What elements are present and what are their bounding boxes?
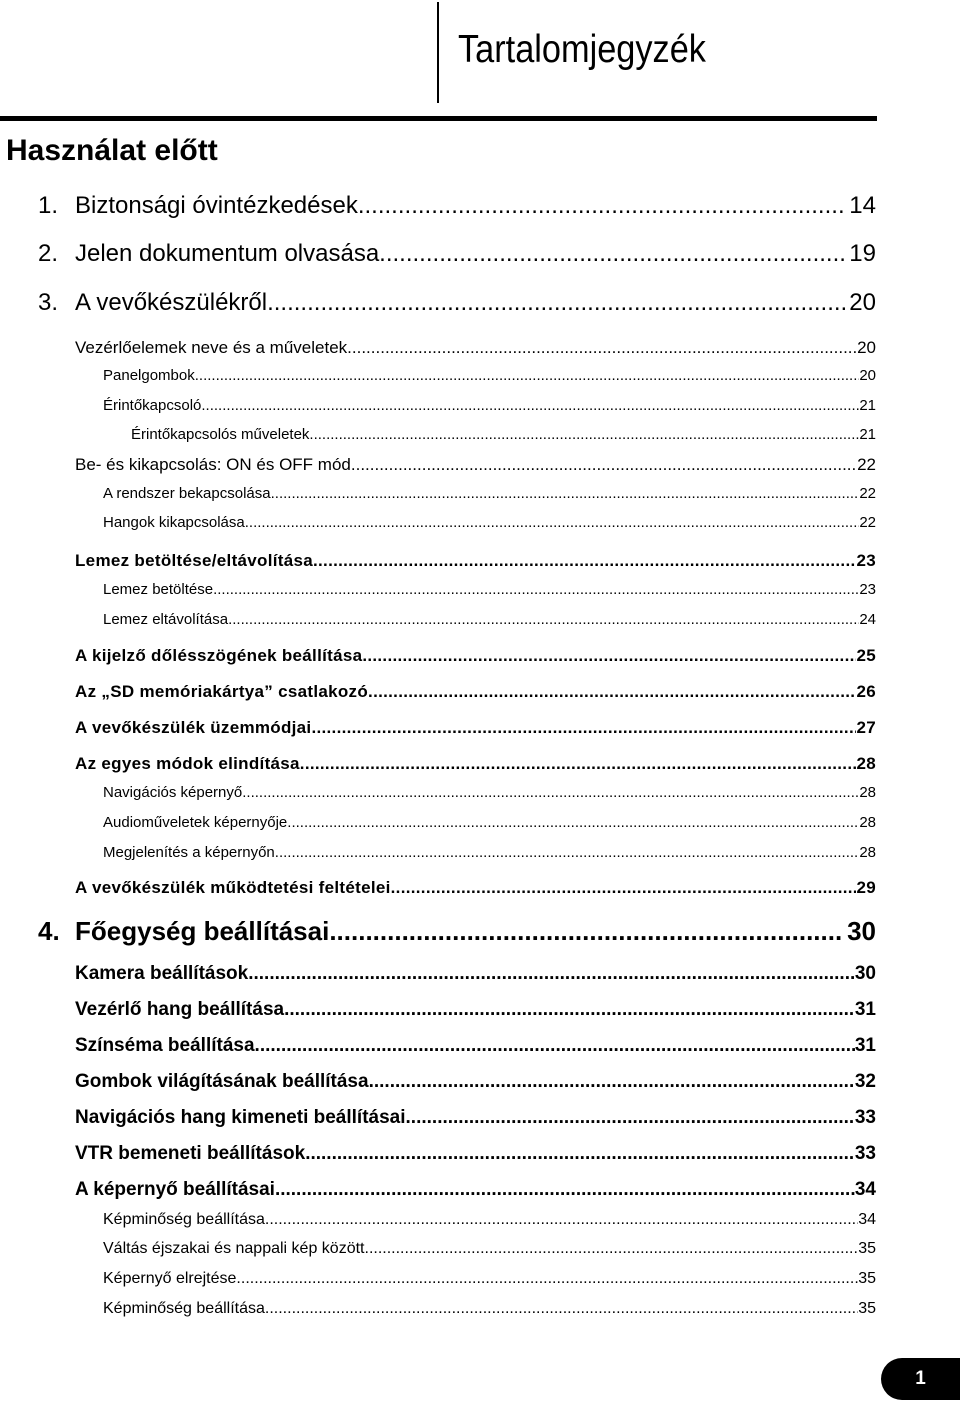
toc-leader [275, 843, 860, 863]
toc-leader [213, 580, 859, 600]
toc-entry-chapter[interactable] [38, 915, 876, 947]
toc-leader [248, 962, 855, 986]
toc-leader [362, 645, 856, 667]
toc-entry-chapter[interactable] [38, 239, 876, 269]
toc-entry-chapter[interactable] [38, 191, 876, 221]
toc-label: A képernyő beállításai [75, 1179, 275, 1200]
toc-entry[interactable] [75, 1034, 876, 1058]
toc-entry[interactable] [75, 1106, 876, 1130]
toc-label: Hangok kikapcsolása [103, 514, 245, 531]
toc-entry[interactable] [103, 513, 876, 533]
toc-entry[interactable] [75, 454, 876, 476]
toc-page: 34 [854, 1179, 876, 1200]
toc-page: 26 [856, 682, 876, 701]
toc-label: Vezérlőelemek neve és a műveletek [75, 338, 348, 357]
toc-page: 35 [858, 1300, 876, 1317]
toc-entry[interactable] [75, 337, 876, 359]
toc-entry[interactable] [75, 1142, 876, 1166]
toc-entry[interactable] [75, 753, 876, 775]
toc-number: 3. [38, 289, 59, 316]
toc-leader [313, 550, 856, 572]
toc-page: 33 [854, 1143, 876, 1164]
toc-page: 29 [856, 878, 876, 897]
page-number-badge: 1 [881, 1358, 960, 1400]
toc-leader [373, 681, 856, 703]
toc-page: 21 [859, 397, 876, 414]
toc-entry[interactable] [75, 962, 876, 986]
header-divider [437, 2, 439, 103]
toc-entry[interactable] [75, 1178, 876, 1202]
toc-label: Képernyő elrejtése [103, 1270, 237, 1287]
toc-page: 35 [858, 1270, 876, 1287]
toc-page: 30 [847, 916, 876, 946]
toc-label: Kamera beállítások [75, 963, 249, 984]
toc-leader [287, 813, 859, 833]
toc-entry[interactable] [103, 366, 876, 386]
toc-label: Lemez betöltése/eltávolítása [75, 551, 313, 570]
toc-label: A vevőkészülékről [75, 289, 268, 316]
toc-entry[interactable] [103, 1298, 876, 1319]
toc-label: Érintőkapcsolós műveletek [131, 426, 310, 443]
toc-label: A kijelző dőlésszögének beállítása [75, 646, 363, 665]
toc-leader [265, 1298, 858, 1319]
toc-leader [228, 610, 859, 630]
toc-page: 31 [854, 999, 876, 1020]
toc-number: 1. [38, 192, 59, 219]
toc-label: A rendszer bekapcsolása [103, 485, 271, 502]
toc-number: 2. [38, 240, 59, 267]
toc-leader [284, 998, 855, 1022]
toc-entry[interactable] [103, 813, 876, 833]
toc-page: 31 [854, 1035, 876, 1056]
document-title: Tartalomjegyzék [458, 28, 706, 71]
toc-label: Be- és kikapcsolás: ON és OFF mód [75, 455, 351, 474]
toc-leader [305, 1142, 855, 1166]
toc-entry[interactable] [75, 645, 876, 667]
toc-leader [391, 877, 857, 899]
toc-leader [300, 753, 857, 775]
toc-leader [369, 1238, 858, 1259]
toc-entry[interactable] [75, 681, 876, 703]
toc-entry[interactable] [103, 580, 876, 600]
toc-label: Biztonsági óvintézkedések [75, 192, 358, 219]
toc-leader [242, 783, 859, 803]
toc-page: 21 [859, 426, 876, 443]
toc-entry[interactable] [131, 425, 876, 445]
toc-leader [265, 1209, 858, 1230]
toc-leader [201, 396, 859, 416]
toc-page: 28 [859, 784, 876, 801]
toc-label: Főegység beállításai [75, 916, 330, 946]
toc-label: Vezérlő hang beállítása [75, 999, 285, 1020]
toc-page: 24 [859, 611, 876, 628]
toc-label: Lemez eltávolítása [103, 611, 229, 628]
toc-page: 28 [859, 814, 876, 831]
toc-label: Panelgombok [103, 367, 195, 384]
toc-label: Érintőkapcsoló [103, 397, 202, 414]
toc-page: 28 [856, 754, 876, 773]
toc-page: 22 [857, 455, 876, 474]
toc-page: 14 [849, 192, 876, 219]
toc-page: 23 [859, 581, 876, 598]
toc-page: 19 [849, 240, 876, 267]
section-title: Használat előtt [6, 134, 218, 167]
toc-leader [358, 191, 845, 221]
toc-label: Audioműveletek képernyője [103, 814, 288, 831]
toc-entry[interactable] [75, 998, 876, 1022]
toc-leader [369, 1070, 855, 1094]
toc-leader [386, 239, 845, 269]
toc-leader [351, 454, 857, 476]
toc-entry[interactable] [75, 717, 876, 739]
toc-label: Navigációs hang kimeneti beállításai [75, 1107, 406, 1128]
toc-label: Lemez betöltése [103, 581, 214, 598]
toc-page: 34 [858, 1211, 876, 1228]
toc-leader [329, 915, 843, 947]
toc-page: 20 [857, 338, 876, 357]
toc-leader [271, 484, 860, 504]
toc-entry[interactable] [103, 1268, 876, 1289]
toc-number: 4. [38, 916, 60, 946]
toc-label: Gombok világításának beállítása [75, 1071, 369, 1092]
toc-page: 20 [859, 367, 876, 384]
toc-label: Navigációs képernyő [103, 784, 243, 801]
toc-entry[interactable] [75, 877, 876, 899]
toc-page: 22 [859, 485, 876, 502]
toc-label: A vevőkészülék üzemmódjai [75, 718, 312, 737]
toc-entry[interactable] [103, 396, 876, 416]
toc-page: 33 [854, 1107, 876, 1128]
toc-entry[interactable] [103, 1209, 876, 1230]
toc-label: Képminőség beállítása [103, 1211, 265, 1228]
toc-label: Megjelenítés a képernyőn [103, 844, 275, 861]
toc-entry[interactable] [103, 1238, 876, 1259]
toc-label: Jelen dokumentum olvasása. [75, 240, 386, 267]
toc-page: 27 [856, 718, 876, 737]
toc-label: Az egyes módok elindítása [75, 754, 300, 773]
toc-entry[interactable] [75, 1070, 876, 1094]
toc-page: 35 [858, 1240, 876, 1257]
toc-label: Képminőség beállítása [103, 1300, 265, 1317]
toc-leader [311, 717, 856, 739]
toc-page: 28 [859, 844, 876, 861]
toc-entry[interactable] [75, 550, 876, 572]
toc-leader [275, 1178, 855, 1202]
toc-page: 25 [856, 646, 876, 665]
toc-entry[interactable] [103, 484, 876, 504]
toc-leader [255, 1034, 855, 1058]
toc-leader [195, 366, 860, 386]
toc-label: Színséma beállítása [75, 1035, 255, 1056]
toc-entry[interactable] [103, 610, 876, 630]
toc-entry-chapter[interactable] [38, 288, 876, 318]
toc-label: VTR bemeneti beállítások [75, 1143, 306, 1164]
toc-leader [267, 288, 845, 318]
toc-leader [309, 425, 859, 445]
toc-page: 22 [859, 514, 876, 531]
toc-label: A vevőkészülék működtetési feltételei [75, 878, 391, 897]
toc-leader [245, 513, 860, 533]
title-rule [0, 116, 877, 121]
toc-page: 23 [856, 551, 876, 570]
toc-page: 30 [854, 963, 876, 984]
toc-label: Váltás éjszakai és nappali kép között. [103, 1240, 369, 1257]
toc-page: 32 [854, 1071, 876, 1092]
toc-page: 20 [849, 289, 876, 316]
toc-entry[interactable] [103, 843, 876, 863]
toc-label: Az „SD memóriakártya” csatlakozó. [75, 682, 374, 701]
toc-entry[interactable] [103, 783, 876, 803]
toc-leader [347, 337, 857, 359]
toc-leader [406, 1106, 855, 1130]
toc-leader [236, 1268, 858, 1289]
